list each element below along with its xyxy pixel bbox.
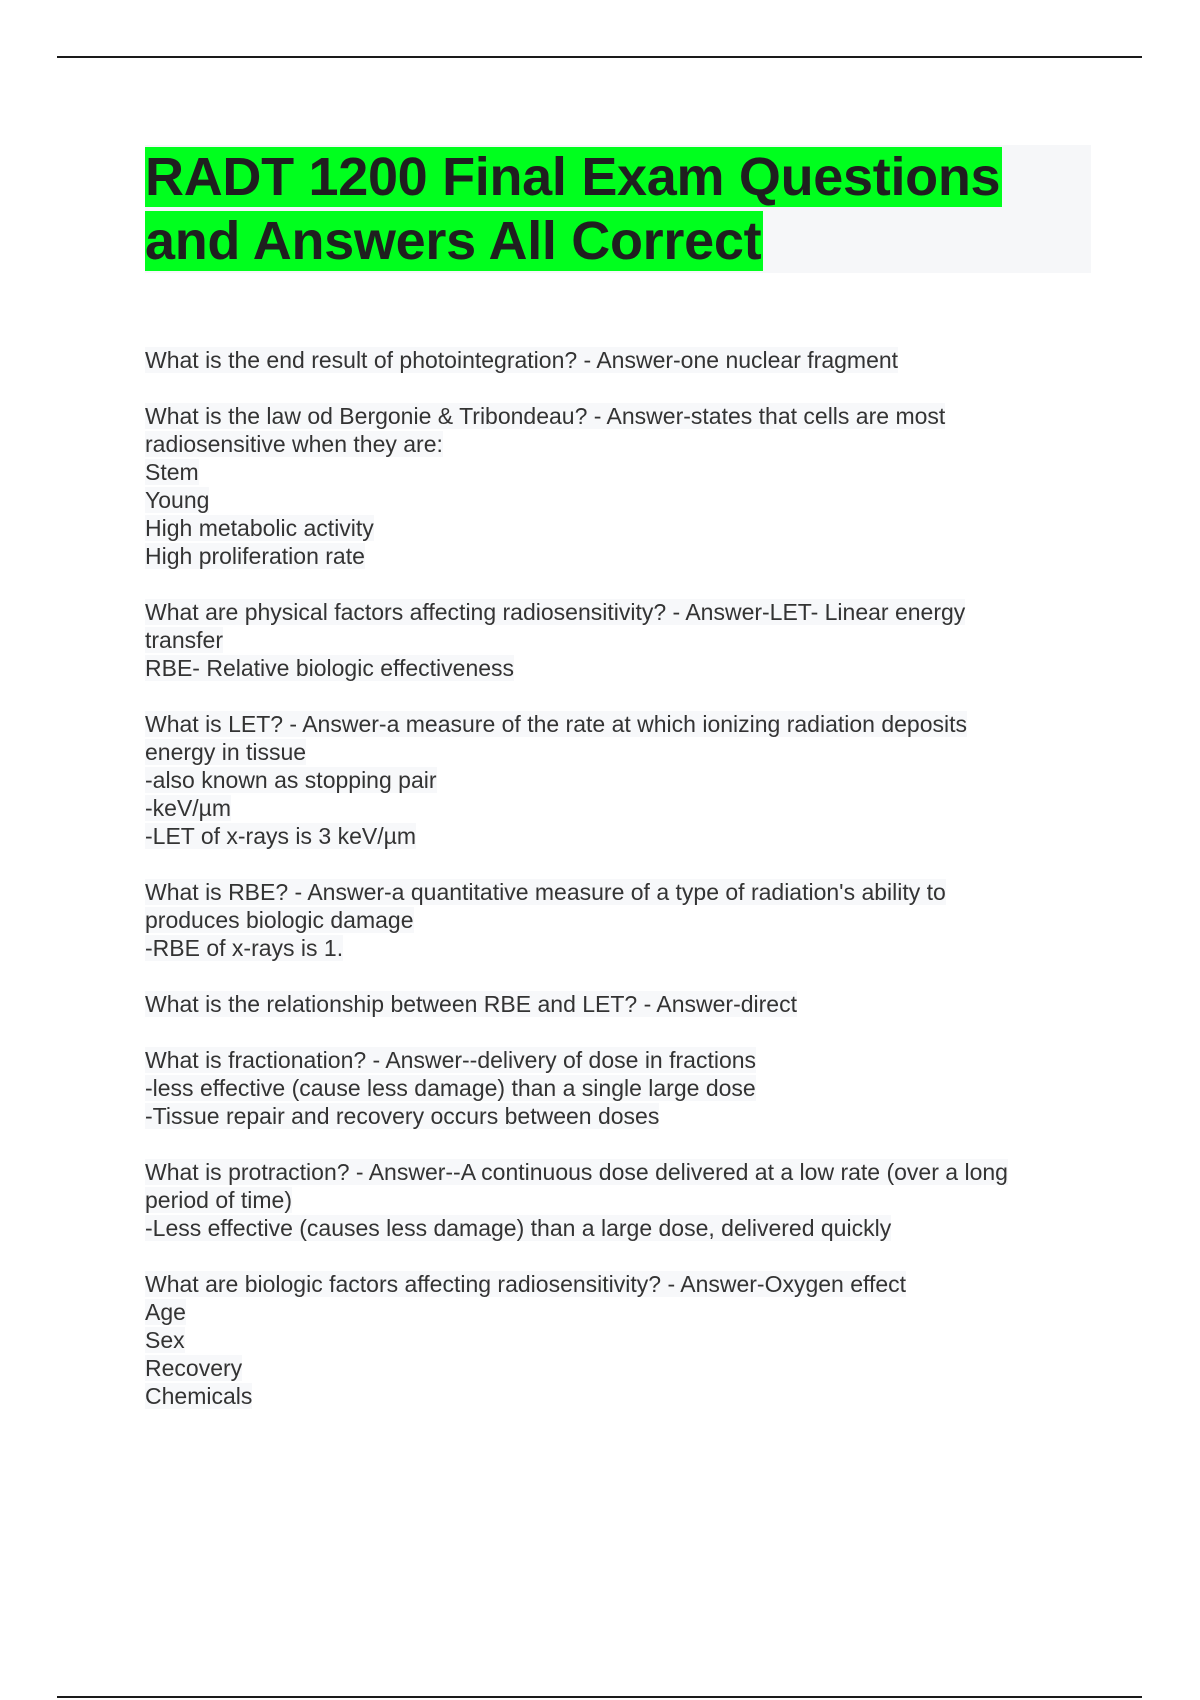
qa-line-text: produces biologic damage bbox=[145, 907, 414, 933]
qa-line-text: RBE- Relative biologic effectiveness bbox=[145, 655, 515, 681]
qa-question-line bbox=[145, 1270, 1075, 1298]
qa-answer-line bbox=[145, 1102, 1075, 1130]
qa-answer-line bbox=[145, 654, 1075, 682]
page-title bbox=[145, 145, 1091, 273]
qa-line-text: What are physical factors affecting radiosensitivity? - Answer-LET- Linear energy bbox=[145, 599, 966, 625]
qa-answer-line bbox=[145, 738, 1075, 766]
qa-answer-line bbox=[145, 458, 1075, 486]
qa-line-text: High metabolic activity bbox=[145, 515, 374, 541]
qa-line-text: -LET of x-rays is 3 keV/µm bbox=[145, 823, 417, 849]
qa-question-line bbox=[145, 990, 1075, 1018]
qa-line-text: What is LET? - Answer-a measure of the rate at which ionizing radiation deposits bbox=[145, 711, 968, 737]
qa-item bbox=[145, 990, 1075, 1018]
qa-answer-line bbox=[145, 626, 1075, 654]
qa-line-text: -keV/µm bbox=[145, 795, 232, 821]
qa-line-text: Sex bbox=[145, 1327, 185, 1353]
qa-question-line bbox=[145, 878, 1075, 906]
qa-answer-line bbox=[145, 822, 1075, 850]
qa-answer-line bbox=[145, 486, 1075, 514]
qa-line-text: What is the end result of photointegration? - Answer-one nuclear fragment bbox=[145, 347, 899, 373]
title-line-1: RADT 1200 Final Exam Questions bbox=[145, 147, 1001, 207]
qa-answer-line bbox=[145, 1186, 1075, 1214]
qa-item bbox=[145, 1046, 1075, 1130]
qa-line-text: Age bbox=[145, 1299, 186, 1325]
qa-line-text: -RBE of x-rays is 1. bbox=[145, 935, 344, 961]
qa-question-line bbox=[145, 346, 1075, 374]
qa-line-text: Chemicals bbox=[145, 1383, 253, 1409]
qa-answer-line bbox=[145, 906, 1075, 934]
qa-line-text: What is fractionation? - Answer--delivery of dose in fractions bbox=[145, 1047, 757, 1073]
qa-question-line bbox=[145, 710, 1075, 738]
qa-line-text: What is the relationship between RBE and LET? - Answer-direct bbox=[145, 991, 797, 1017]
qa-question-line bbox=[145, 1158, 1075, 1186]
qa-answer-line bbox=[145, 1214, 1075, 1242]
qa-line-text: What is RBE? - Answer-a quantitative measure of a type of radiation's ability to bbox=[145, 879, 946, 905]
qa-answer-line bbox=[145, 1298, 1075, 1326]
qa-item bbox=[145, 1158, 1075, 1242]
qa-line-text: radiosensitive when they are: bbox=[145, 431, 443, 457]
qa-item bbox=[145, 878, 1075, 962]
qa-line-text: -Tissue repair and recovery occurs between doses bbox=[145, 1103, 660, 1129]
qa-question-line bbox=[145, 1046, 1075, 1074]
qa-line-text: What are biologic factors affecting radiosensitivity? - Answer-Oxygen effect bbox=[145, 1271, 907, 1297]
qa-answer-line bbox=[145, 514, 1075, 542]
qa-line-text: -also known as stopping pair bbox=[145, 767, 437, 793]
qa-answer-line bbox=[145, 794, 1075, 822]
qa-answer-line bbox=[145, 1326, 1075, 1354]
top-rule bbox=[57, 56, 1142, 58]
qa-line-text: period of time) bbox=[145, 1187, 293, 1213]
qa-answer-line bbox=[145, 1074, 1075, 1102]
qa-answer-line bbox=[145, 766, 1075, 794]
qa-item bbox=[145, 402, 1075, 570]
qa-item bbox=[145, 346, 1075, 374]
qa-answer-line bbox=[145, 934, 1075, 962]
qa-answer-line bbox=[145, 430, 1075, 458]
qa-answer-line bbox=[145, 1354, 1075, 1382]
qa-line-text: -Less effective (causes less damage) than a large dose, delivered quickly bbox=[145, 1215, 892, 1241]
qa-answer-line bbox=[145, 542, 1075, 570]
qa-question-line bbox=[145, 402, 1075, 430]
qa-line-text: High proliferation rate bbox=[145, 543, 365, 569]
qa-line-text: Young bbox=[145, 487, 210, 513]
qa-line-text: energy in tissue bbox=[145, 739, 307, 765]
title-line-2: and Answers All Correct bbox=[145, 211, 762, 271]
bottom-rule bbox=[57, 1696, 1142, 1698]
qa-line-text: What is protraction? - Answer--A continuous dose delivered at a low rate (over a long bbox=[145, 1159, 1008, 1185]
qa-line-text: Stem bbox=[145, 459, 199, 485]
qa-item bbox=[145, 710, 1075, 850]
qa-item bbox=[145, 598, 1075, 682]
qa-answer-line bbox=[145, 1382, 1075, 1410]
qa-list bbox=[145, 346, 1075, 1438]
title-block bbox=[145, 145, 1091, 273]
qa-line-text: Recovery bbox=[145, 1355, 243, 1381]
qa-line-text: transfer bbox=[145, 627, 223, 653]
qa-item bbox=[145, 1270, 1075, 1410]
qa-question-line bbox=[145, 598, 1075, 626]
qa-line-text: What is the law od Bergonie & Tribondeau? - Answer-states that cells are most bbox=[145, 403, 946, 429]
qa-line-text: -less effective (cause less damage) than a single large dose bbox=[145, 1075, 756, 1101]
